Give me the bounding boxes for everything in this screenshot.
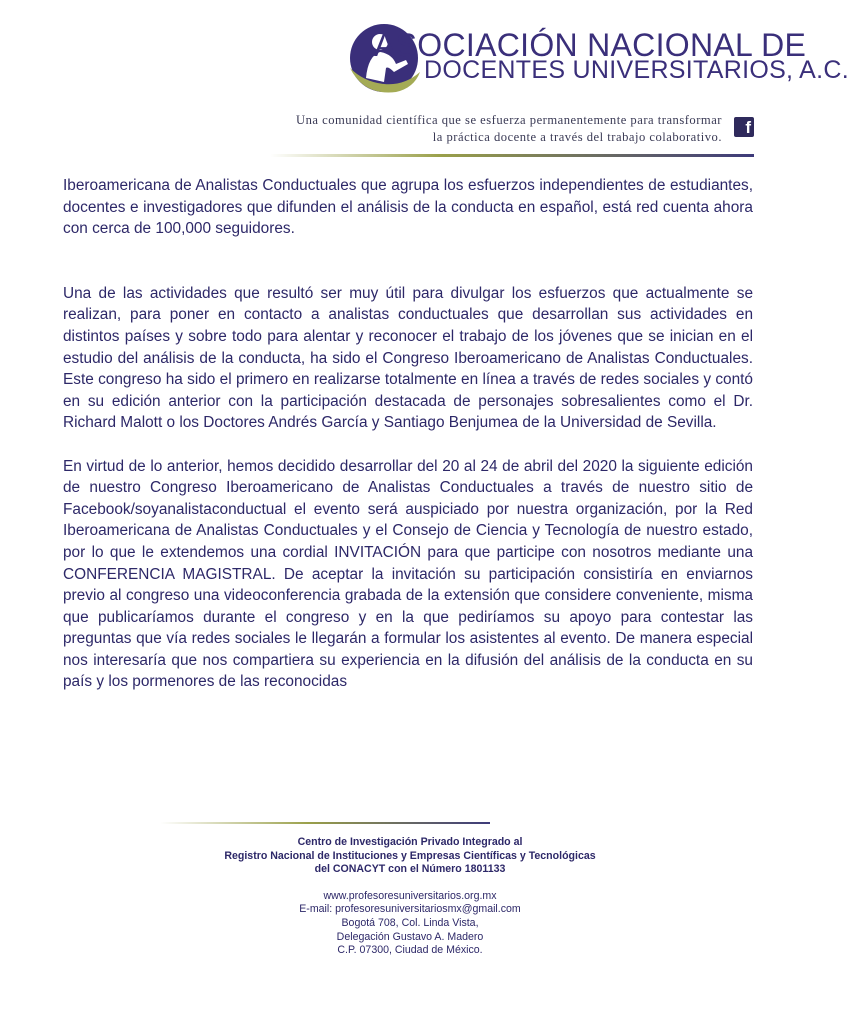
facebook-icon[interactable]: f bbox=[734, 117, 754, 137]
paragraph-2: Una de las actividades que resultó ser muy útil para divulgar los esfuerzos que actualmente se realizan, para poner en contacto a analistas conductuales que desarrollan sus actividades en distintos países y sobre todo para alentar y reconocer el trabajo de los jóvenes que se inician en el estudio del análisis de la conducta, ha sido el Congreso Iberoamericano de Analistas Conductuales. Este congreso ha sido el primero en realizarse totalmente en línea a través de redes sociales y contó en su edición anterior con la participación destacada de personajes sobresalientes como el Dr. Richard Malott o los Doctores Andrés García y Santiago Benjumea de la Universidad de Sevilla. bbox=[63, 284, 753, 432]
website-link[interactable]: www.profesoresuniversitarios.org.mx bbox=[323, 889, 497, 902]
tagline-line1: Una comunidad científica que se esfuerza permanentemente para transformar bbox=[295, 113, 722, 127]
organization-name-line1: ASOCIACIÓN NACIONAL DE bbox=[374, 27, 807, 63]
header-divider bbox=[270, 154, 754, 157]
registry-line2: Registro Nacional de Instituciones y Empresas Científicas y Tecnológicas bbox=[224, 849, 596, 862]
email-link[interactable]: E-mail: profesoresuniversitariosmx@gmail.com bbox=[299, 903, 521, 916]
letterhead bbox=[0, 0, 849, 170]
footer-divider bbox=[160, 822, 490, 824]
registry-line3: del CONACYT con el Número 1801133 bbox=[314, 863, 506, 876]
paragraph-3: En virtud de lo anterior, hemos decidido desarrollar del 20 al 24 de abril del 2020 la siguiente edición de nuestro Congreso Iberoamericano de Analistas Conductuales a través de nuestro sitio de Facebook/soyanalistaconductual el evento será auspiciado por nuestra organización, por la Red Iberoamericana de Analistas Conductuales y el Consejo de Ciencia y Tecnología de nuestro estado, por lo que le extendemos una cordial INVITACIÓN para que participe con nosotros mediante una CONFERENCIA MAGISTRAL. De aceptar la invitación su participación consistiría en enviarnos previo al congreso una videoconferencia grabada de la extensión que considere conveniente, misma que publicaríamos durante el congreso y en la que pediríamos su apoyo para contestar las preguntas que vía redes sociales le llegarán a formular los asistentes al evento. De manera especial nos interesaría que nos compartiera su experiencia en la difusión del análisis de la conducta en su país y los pormenores de las reconocidas bbox=[63, 457, 753, 691]
address-line3: C.P. 07300, Ciudad de México. bbox=[337, 944, 483, 957]
footer bbox=[190, 836, 630, 958]
address-line1: Bogotá 708, Col. Linda Vista, bbox=[341, 916, 479, 929]
registry-line1: Centro de Investigación Privado Integrado al bbox=[297, 836, 523, 848]
organization-name-line2: DOCENTES UNIVERSITARIOS, A.C. bbox=[424, 56, 849, 84]
paragraph-1: Iberoamericana de Analistas Conductuales que agrupa los esfuerzos independientes de estudiantes, docentes e investigadores que difunden el análisis de la conducta en español, está red cuenta ahora con cerca de 100,000 seguidores. bbox=[63, 177, 753, 238]
tagline-line2: la práctica docente a través del trabajo colaborativo. bbox=[432, 130, 722, 144]
address-line2: Delegación Gustavo A. Madero bbox=[336, 930, 484, 943]
tagline bbox=[296, 112, 722, 146]
letter-body bbox=[63, 175, 753, 715]
